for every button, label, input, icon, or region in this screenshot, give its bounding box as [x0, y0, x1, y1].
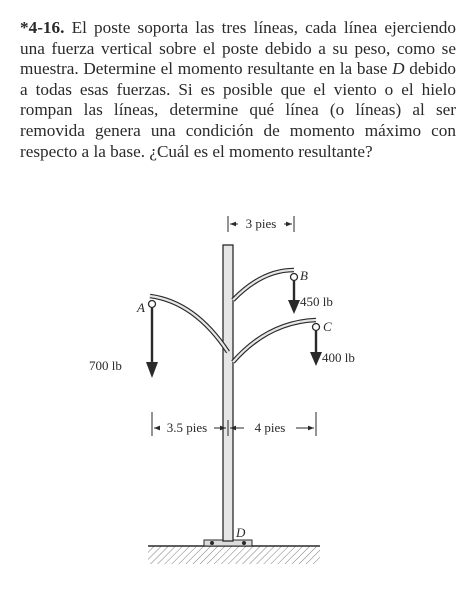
point-c-label: C — [323, 319, 332, 334]
problem-text-part-1: El poste soporta las tres líneas, cada línea ejerciendo una fuerza vertical sobre el poste debido a su peso, como se muestra. Determine el momento resultante en la base — [20, 18, 456, 79]
problem-statement — [20, 18, 456, 162]
insulator-c-icon — [313, 324, 320, 331]
arm-b — [233, 270, 294, 300]
point-d-label: D — [236, 525, 246, 540]
arm-c — [233, 320, 316, 362]
force-c-label: 400 lb — [322, 350, 355, 365]
pole-diagram — [0, 205, 472, 590]
problem-text-part-2: debido a todas esas fuerzas. Si es posible que el viento o el hielo rompan las líneas, determine qué línea (o líneas) al ser removida genera una condición de momento máximo con respecto a la base. ¿Cuál es el momento resultante? — [20, 59, 457, 161]
point-b-label: B — [300, 268, 308, 283]
dimension-bottom — [152, 412, 316, 436]
problem-number: *4-16. — [20, 18, 65, 37]
dimension-top — [228, 216, 294, 232]
base-point-variable: D — [392, 59, 405, 79]
pole — [223, 245, 233, 541]
force-arrow-c — [310, 331, 322, 366]
insulator-a-icon — [149, 301, 156, 308]
force-arrow-a — [146, 308, 158, 378]
point-a-label: A — [137, 300, 145, 315]
insulator-b-icon — [291, 274, 298, 281]
dimension-right-label: 4 pies — [254, 420, 286, 435]
arm-a — [150, 296, 228, 352]
ground-support — [148, 540, 320, 564]
dimension-top-label: 3 pies — [245, 216, 277, 231]
force-arrow-b — [288, 281, 300, 314]
dimension-left-label: 3.5 pies — [166, 420, 208, 435]
force-a-label: 700 lb — [89, 358, 122, 373]
force-b-label: 450 lb — [300, 294, 333, 309]
